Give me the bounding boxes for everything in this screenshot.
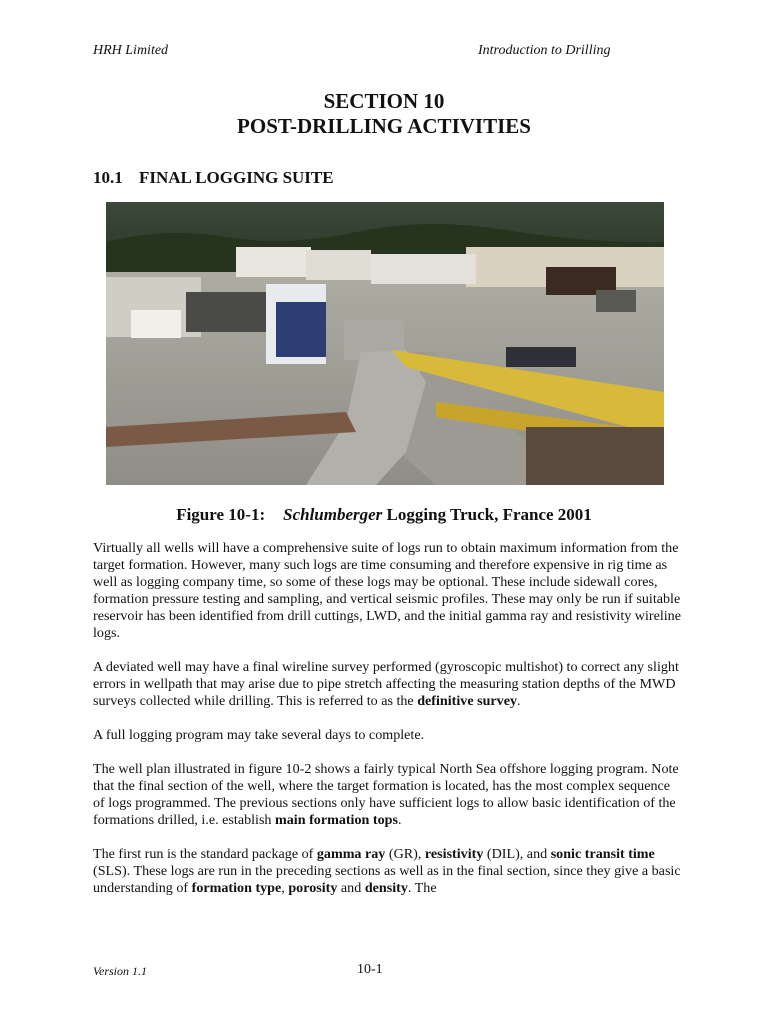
section-subtitle: POST-DRILLING ACTIVITIES: [237, 114, 531, 138]
term-resistivity: resistivity: [424, 846, 484, 862]
subsection-heading: [93, 168, 334, 188]
paragraph-1: Virtually all wells will have a comprehensive suite of logs run to obtain maximum information from the target formation. However, many such logs are time consuming and therefore expensive in rig time as well as logging company time, so some of these logs may be optional. These include sidewall cores, formation pressure testing and sampling, and vertical seismic profiles. These may only be run if suitable reservoir has been identified from drill cuttings, LWD, and the initial gamma ray and resistivity wireline logs.: [93, 540, 681, 641]
paragraph-5-text: and: [337, 880, 365, 896]
paragraph-2-end: .: [517, 693, 521, 709]
term-main-formation-tops: main formation tops: [275, 812, 398, 828]
figure-caption-brand: Schlumberger: [283, 505, 383, 524]
footer-version: Version 1.1: [93, 964, 147, 978]
subsection-number: 10.1: [93, 168, 123, 187]
paragraph-5-text: (SLS). These logs are run in the preceding sections as well as in the final section, since they give a basic understanding of: [93, 863, 681, 896]
page-number: 10-1: [357, 962, 383, 977]
paragraph-3: A full logging program may take several days to complete.: [93, 727, 425, 743]
logging-truck-photo: [106, 202, 664, 485]
term-formation-type: formation type: [191, 880, 282, 896]
subsection-title: FINAL LOGGING SUITE: [139, 168, 334, 187]
header-left: HRH Limited: [93, 43, 169, 58]
figure-caption-text: Logging Truck, France 2001: [386, 505, 592, 524]
figure-label: Figure 10-1:: [176, 505, 266, 524]
paragraph-5: [93, 846, 683, 897]
paragraph-5-text: ,: [281, 880, 289, 896]
paragraph-5-text: (DIL), and: [483, 846, 551, 862]
paragraph-4-text: The well plan illustrated in figure 10-2 shows a fairly typical North Sea offshore logging program. Note that the final section of the well, where the target formation is located, has the most complex sequence of logs programmed. The previous sections only have sufficient logs to allow basic identification of the formations drilled, i.e. establish: [93, 761, 679, 828]
body-text: [93, 540, 683, 914]
term-porosity: porosity: [288, 880, 338, 896]
term-sonic-transit-time: sonic transit time: [550, 846, 655, 862]
paragraph-5-text: . The: [407, 880, 437, 896]
paragraph-4: [93, 761, 683, 829]
section-title: SECTION 10: [323, 89, 445, 113]
header-right: Introduction to Drilling: [478, 43, 611, 58]
paragraph-2-text: A deviated well may have a final wireline survey performed (gyroscopic multishot) to correct any slight errors in wellpath that may arise due to pipe stretch affecting the measuring station depths of the MWD surveys collected while drilling. This is referred to as the: [93, 659, 679, 709]
paragraph-2: [93, 659, 683, 710]
term-density: density: [364, 880, 408, 896]
paragraph-5-text: (GR),: [385, 846, 425, 862]
paragraph-5-text: The first run is the standard package of: [93, 846, 317, 862]
paragraph-4-end: .: [397, 812, 402, 828]
figure-caption: [0, 505, 768, 525]
term-gamma-ray: gamma ray: [316, 846, 386, 862]
term-definitive-survey: definitive survey: [417, 693, 518, 709]
